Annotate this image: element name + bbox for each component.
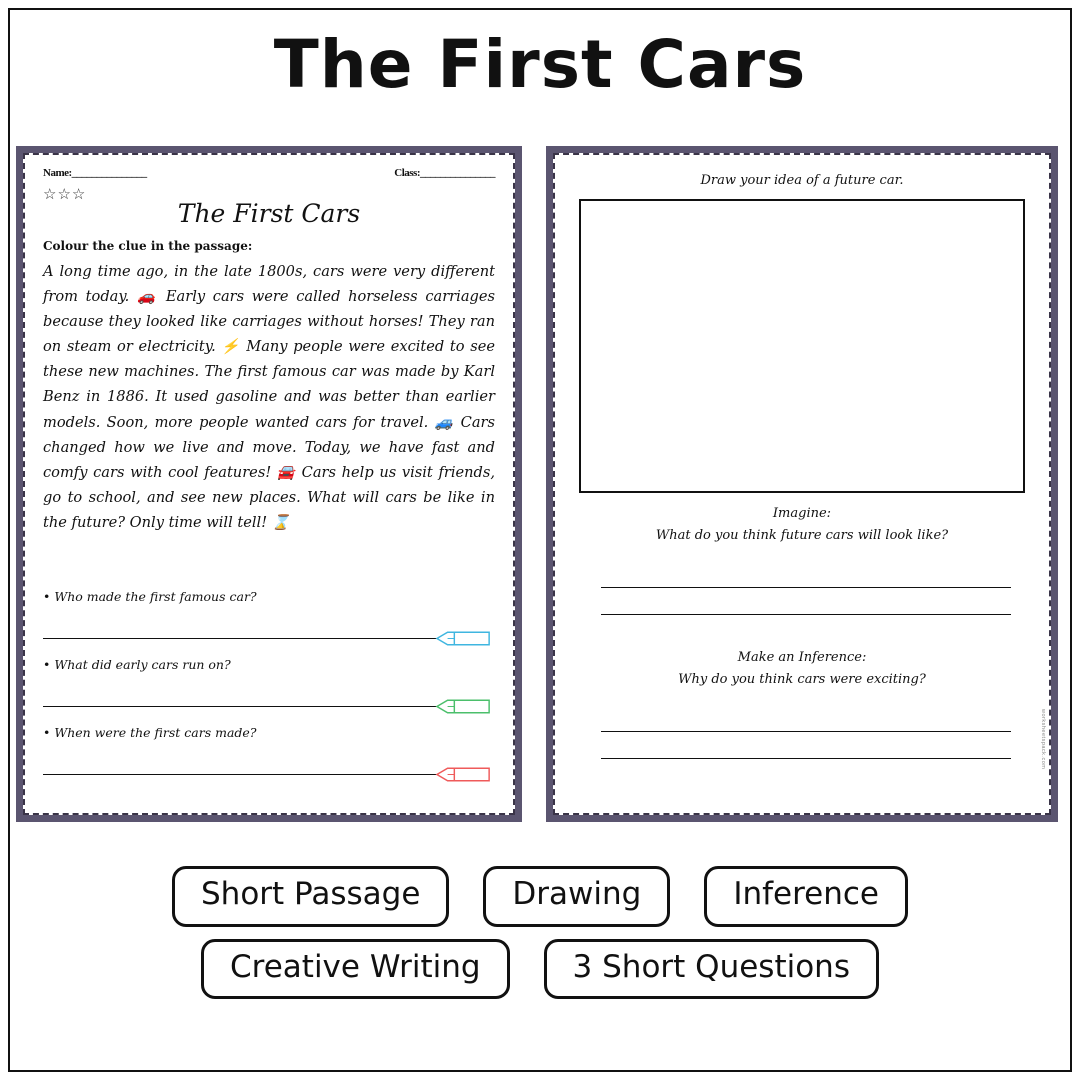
tag-short-passage[interactable]: Short Passage: [172, 866, 449, 927]
worksheet-left-inner: [23, 153, 515, 815]
crayon-icon-green: [435, 698, 493, 715]
inference-writing-lines[interactable]: [601, 705, 1011, 759]
writing-line[interactable]: [601, 732, 1011, 759]
worksheet-heading: The First Cars: [177, 199, 361, 228]
feature-tag-group: [0, 866, 1080, 1011]
writing-line[interactable]: [601, 588, 1011, 615]
drawing-area[interactable]: [579, 199, 1025, 493]
imagine-label: Imagine:: [772, 506, 832, 521]
drawing-prompt: Draw your idea of a future car.: [700, 173, 904, 188]
worksheet-page-right: [546, 146, 1058, 822]
answer-line[interactable]: [43, 774, 473, 775]
worksheet-page-left: [16, 146, 522, 822]
tag-row-2: [0, 939, 1080, 1000]
answer-line[interactable]: [43, 638, 473, 639]
credit-text: worksheetspack.com: [1040, 708, 1046, 769]
question-text: • Who made the first famous car?: [43, 589, 257, 604]
question-item: [43, 589, 495, 657]
star-rating-icon[interactable]: ☆☆☆: [43, 186, 87, 203]
tag-drawing[interactable]: Drawing: [483, 866, 670, 927]
tag-3-short-questions[interactable]: 3 Short Questions: [544, 939, 879, 1000]
tag-inference[interactable]: Inference: [704, 866, 908, 927]
answer-line[interactable]: [43, 706, 473, 707]
question-list: [43, 589, 495, 793]
writing-line[interactable]: [601, 561, 1011, 588]
crayon-icon-blue: [435, 630, 493, 647]
crayon-icon-red: [435, 766, 493, 783]
instruction-text: Colour the clue in the passage:: [43, 239, 253, 253]
tag-creative-writing[interactable]: Creative Writing: [201, 939, 510, 1000]
imagine-writing-lines[interactable]: [601, 561, 1011, 615]
reading-passage: A long time ago, in the late 1800s, cars were very different from today. 🚗 Early cars were called horseless carriages because they looked like carriages without horses! They ran on steam or electricity. ⚡ Many people were excited to see these new machines. The first famous car was made by Karl Benz in 1886. It used gasoline and was better than earlier models. Soon, more people wanted cars for travel. 🚙 Cars changed how we live and move. Today, we have fast and comfy cars with cool features! 🚘 Cars help us visit friends, go to school, and see new places. What will cars be like in the future? Only time will tell! ⌛: [43, 263, 495, 531]
class-field-label[interactable]: Class:_______________: [394, 167, 495, 179]
imagine-question: What do you think future cars will look like?: [655, 528, 949, 543]
question-item: [43, 657, 495, 725]
inference-label: Make an Inference:: [737, 650, 867, 665]
question-item: [43, 725, 495, 793]
question-text: • When were the first cars made?: [43, 725, 257, 740]
page-title: The First Cars: [273, 26, 807, 103]
name-field-label[interactable]: Name:_______________: [43, 167, 147, 179]
worksheet-right-inner: [553, 153, 1051, 815]
student-info-row: [43, 167, 495, 179]
tag-row-1: [0, 866, 1080, 927]
writing-line[interactable]: [601, 705, 1011, 732]
inference-question: Why do you think cars were exciting?: [678, 672, 926, 687]
question-text: • What did early cars run on?: [43, 657, 231, 672]
